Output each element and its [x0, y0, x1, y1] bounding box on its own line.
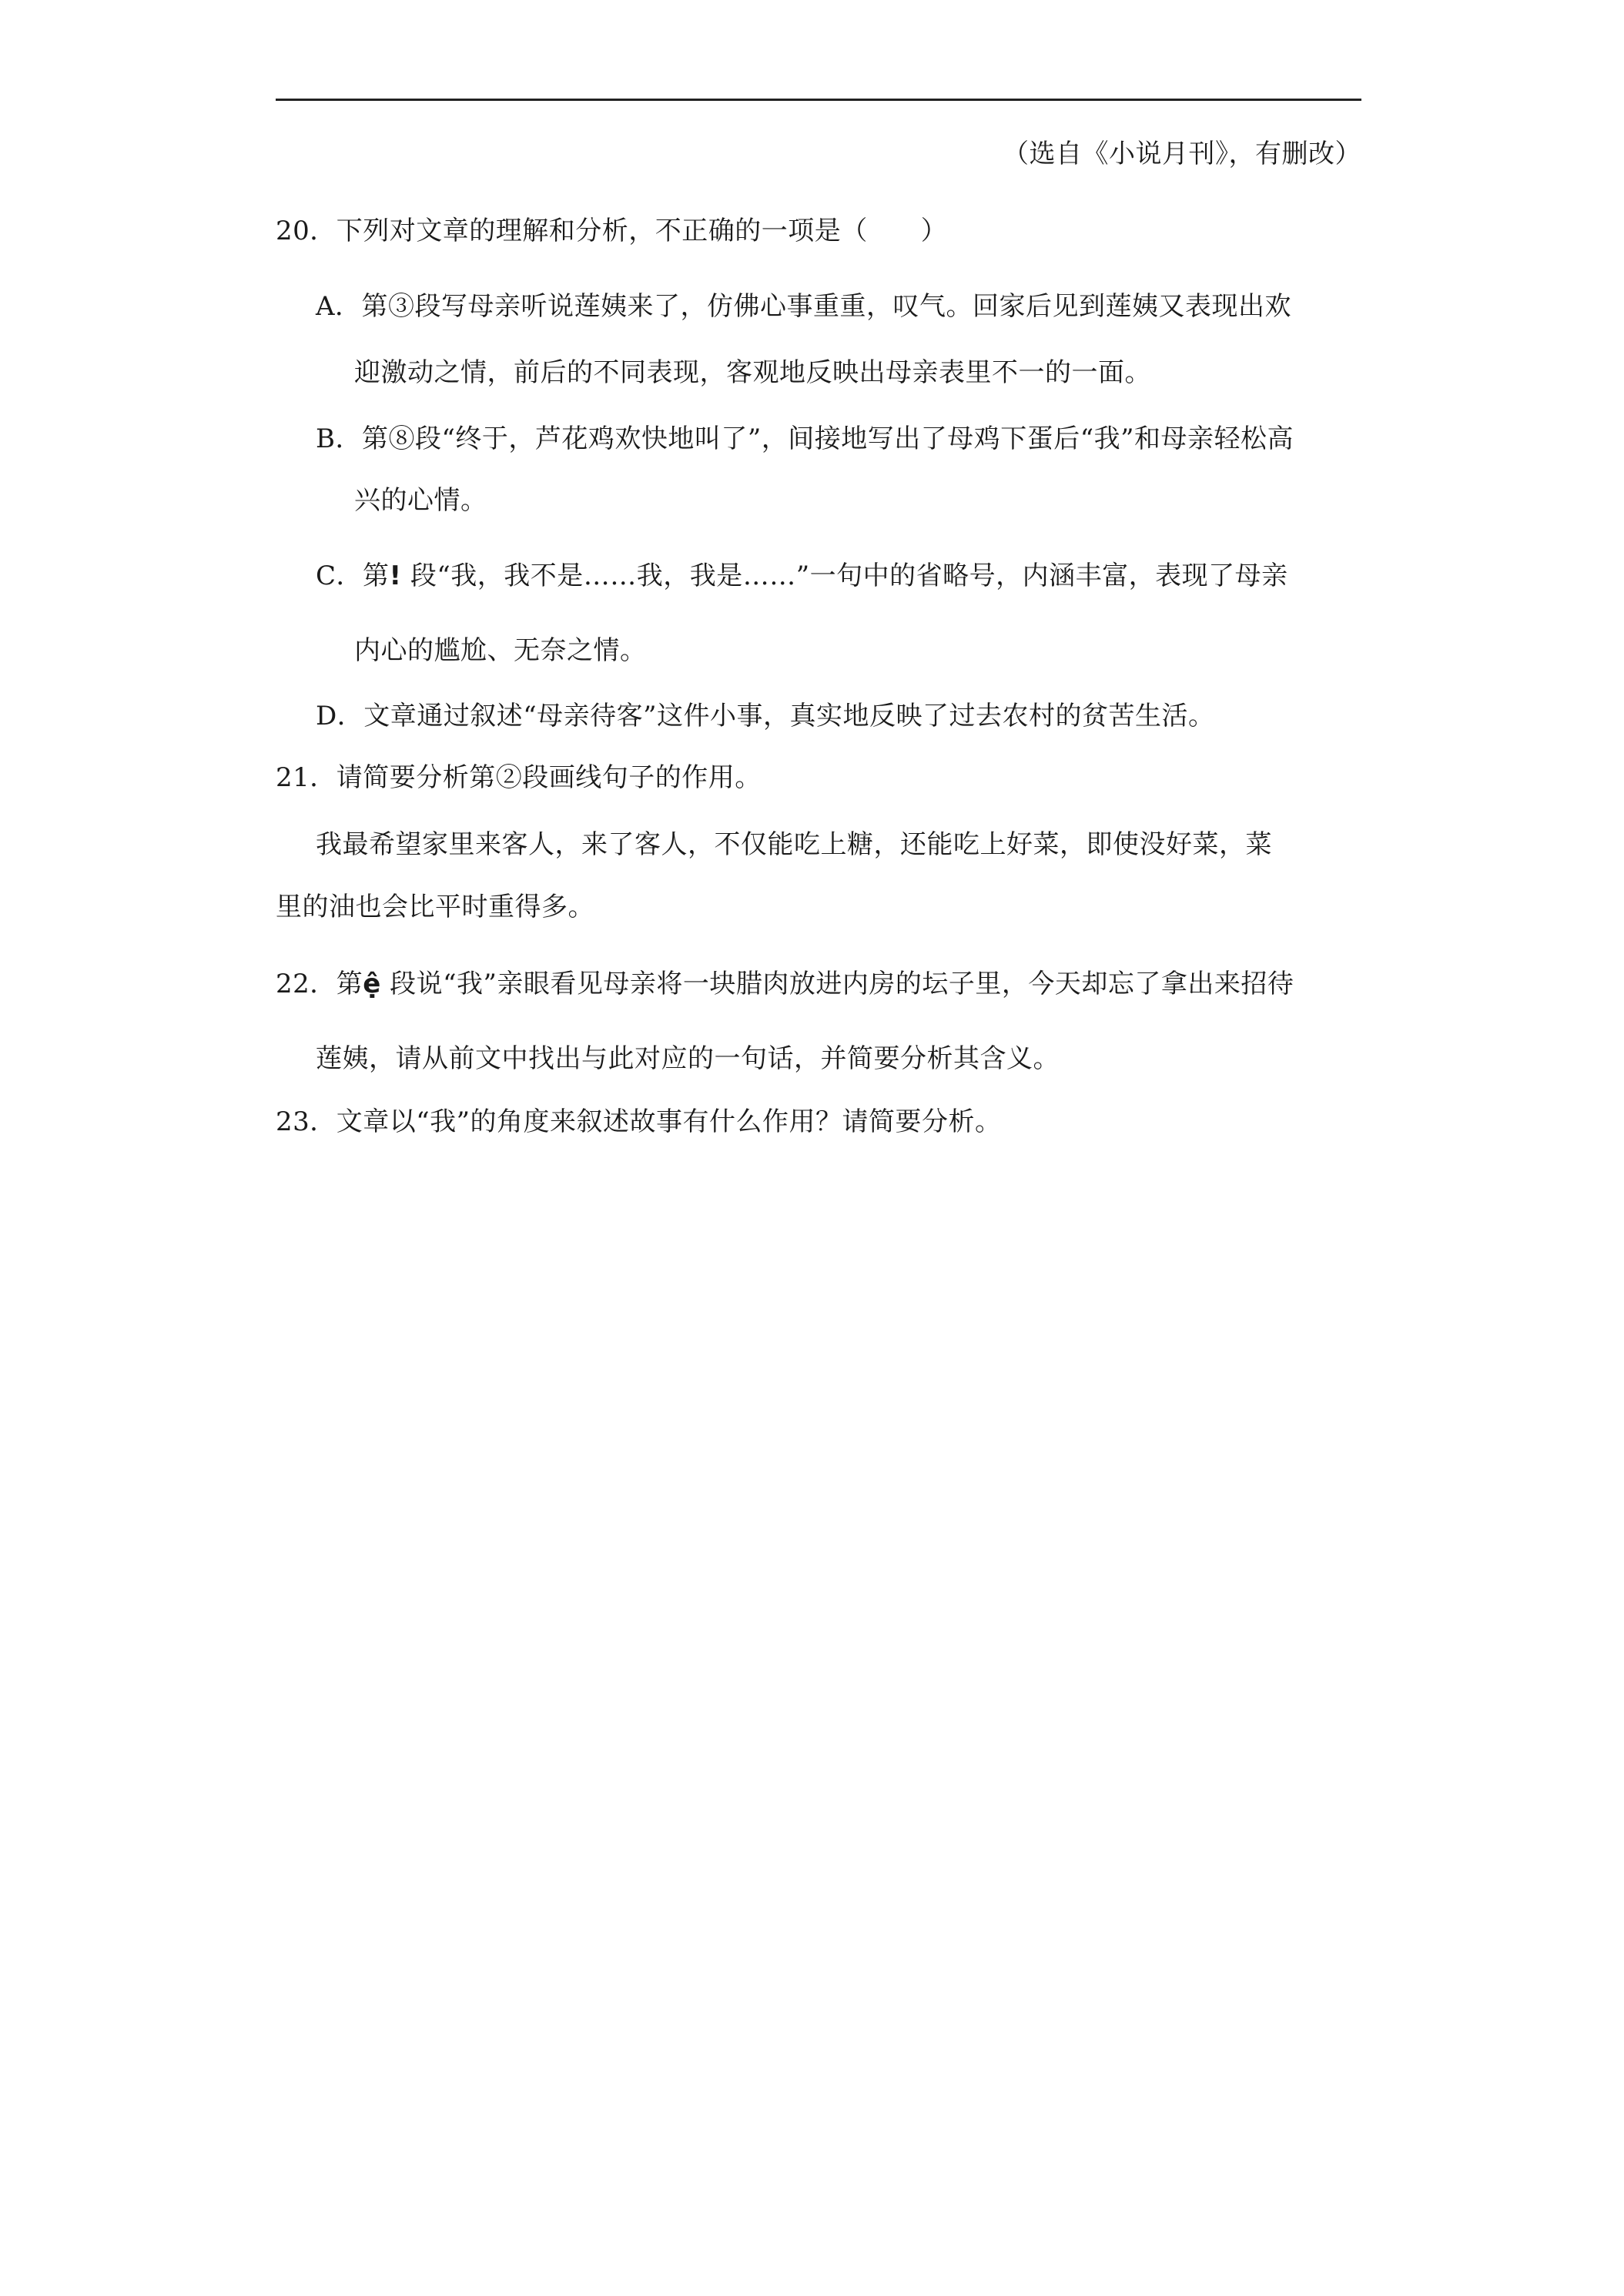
q20-option-b-line1: B．第⑧段“终于，芦花鸡欢快地叫了”，间接地写出了母鸡下蛋后“我”和母亲轻松高	[316, 423, 1294, 454]
q20-option-b-line2: 兴的心情。	[354, 485, 487, 516]
q20-option-c-prefix: C．第	[316, 561, 390, 591]
q20-option-c-paragraph-glyph: !	[389, 561, 402, 591]
question-20-stem: 20．下列对文章的理解和分析，不正确的一项是（ ）	[276, 216, 948, 246]
source-note: （选自《小说月刊》，有删改）	[1003, 139, 1361, 169]
q21-quote-line1: 我最希望家里来客人，来了客人，不仅能吃上糖，还能吃上好菜，即使没好菜，菜	[316, 829, 1272, 860]
q22-suffix: 段说“我”亲眼看见母亲将一块腊肉放进内房的坛子里，今天却忘了拿出来招待	[380, 969, 1294, 999]
question-21-stem: 21．请简要分析第②段画线句子的作用。	[276, 762, 762, 793]
header-rule	[276, 99, 1361, 101]
q20-option-a-line2: 迎激动之情，前后的不同表现，客观地反映出母亲表里不一的一面。	[354, 357, 1151, 388]
q20-option-c-suffix: 段“我，我不是……我，我是……”一句中的省略号，内涵丰富，表现了母亲	[401, 561, 1288, 591]
q20-option-c-line2: 内心的尴尬、无奈之情。	[354, 635, 647, 666]
question-22-line1	[276, 967, 1294, 1001]
q20-option-d-line1: D．文章通过叙述“母亲待客”这件小事，真实地反映了过去农村的贫苦生活。	[316, 701, 1215, 731]
q20-option-a-line1: A．第③段写母亲听说莲姨来了，仿佛心事重重，叹气。回家后见到莲姨又表现出欢	[316, 291, 1292, 322]
question-22-line2: 莲姨，请从前文中找出与此对应的一句话，并简要分析其含义。	[316, 1043, 1060, 1074]
q22-paragraph-glyph: ệ	[363, 969, 381, 999]
q22-prefix: 22．第	[276, 969, 363, 999]
q21-quote-line2: 里的油也会比平时重得多。	[276, 892, 594, 922]
q20-option-c-line1	[316, 559, 1288, 593]
question-23-stem: 23．文章以“我”的角度来叙述故事有什么作用？请简要分析。	[276, 1106, 1002, 1137]
